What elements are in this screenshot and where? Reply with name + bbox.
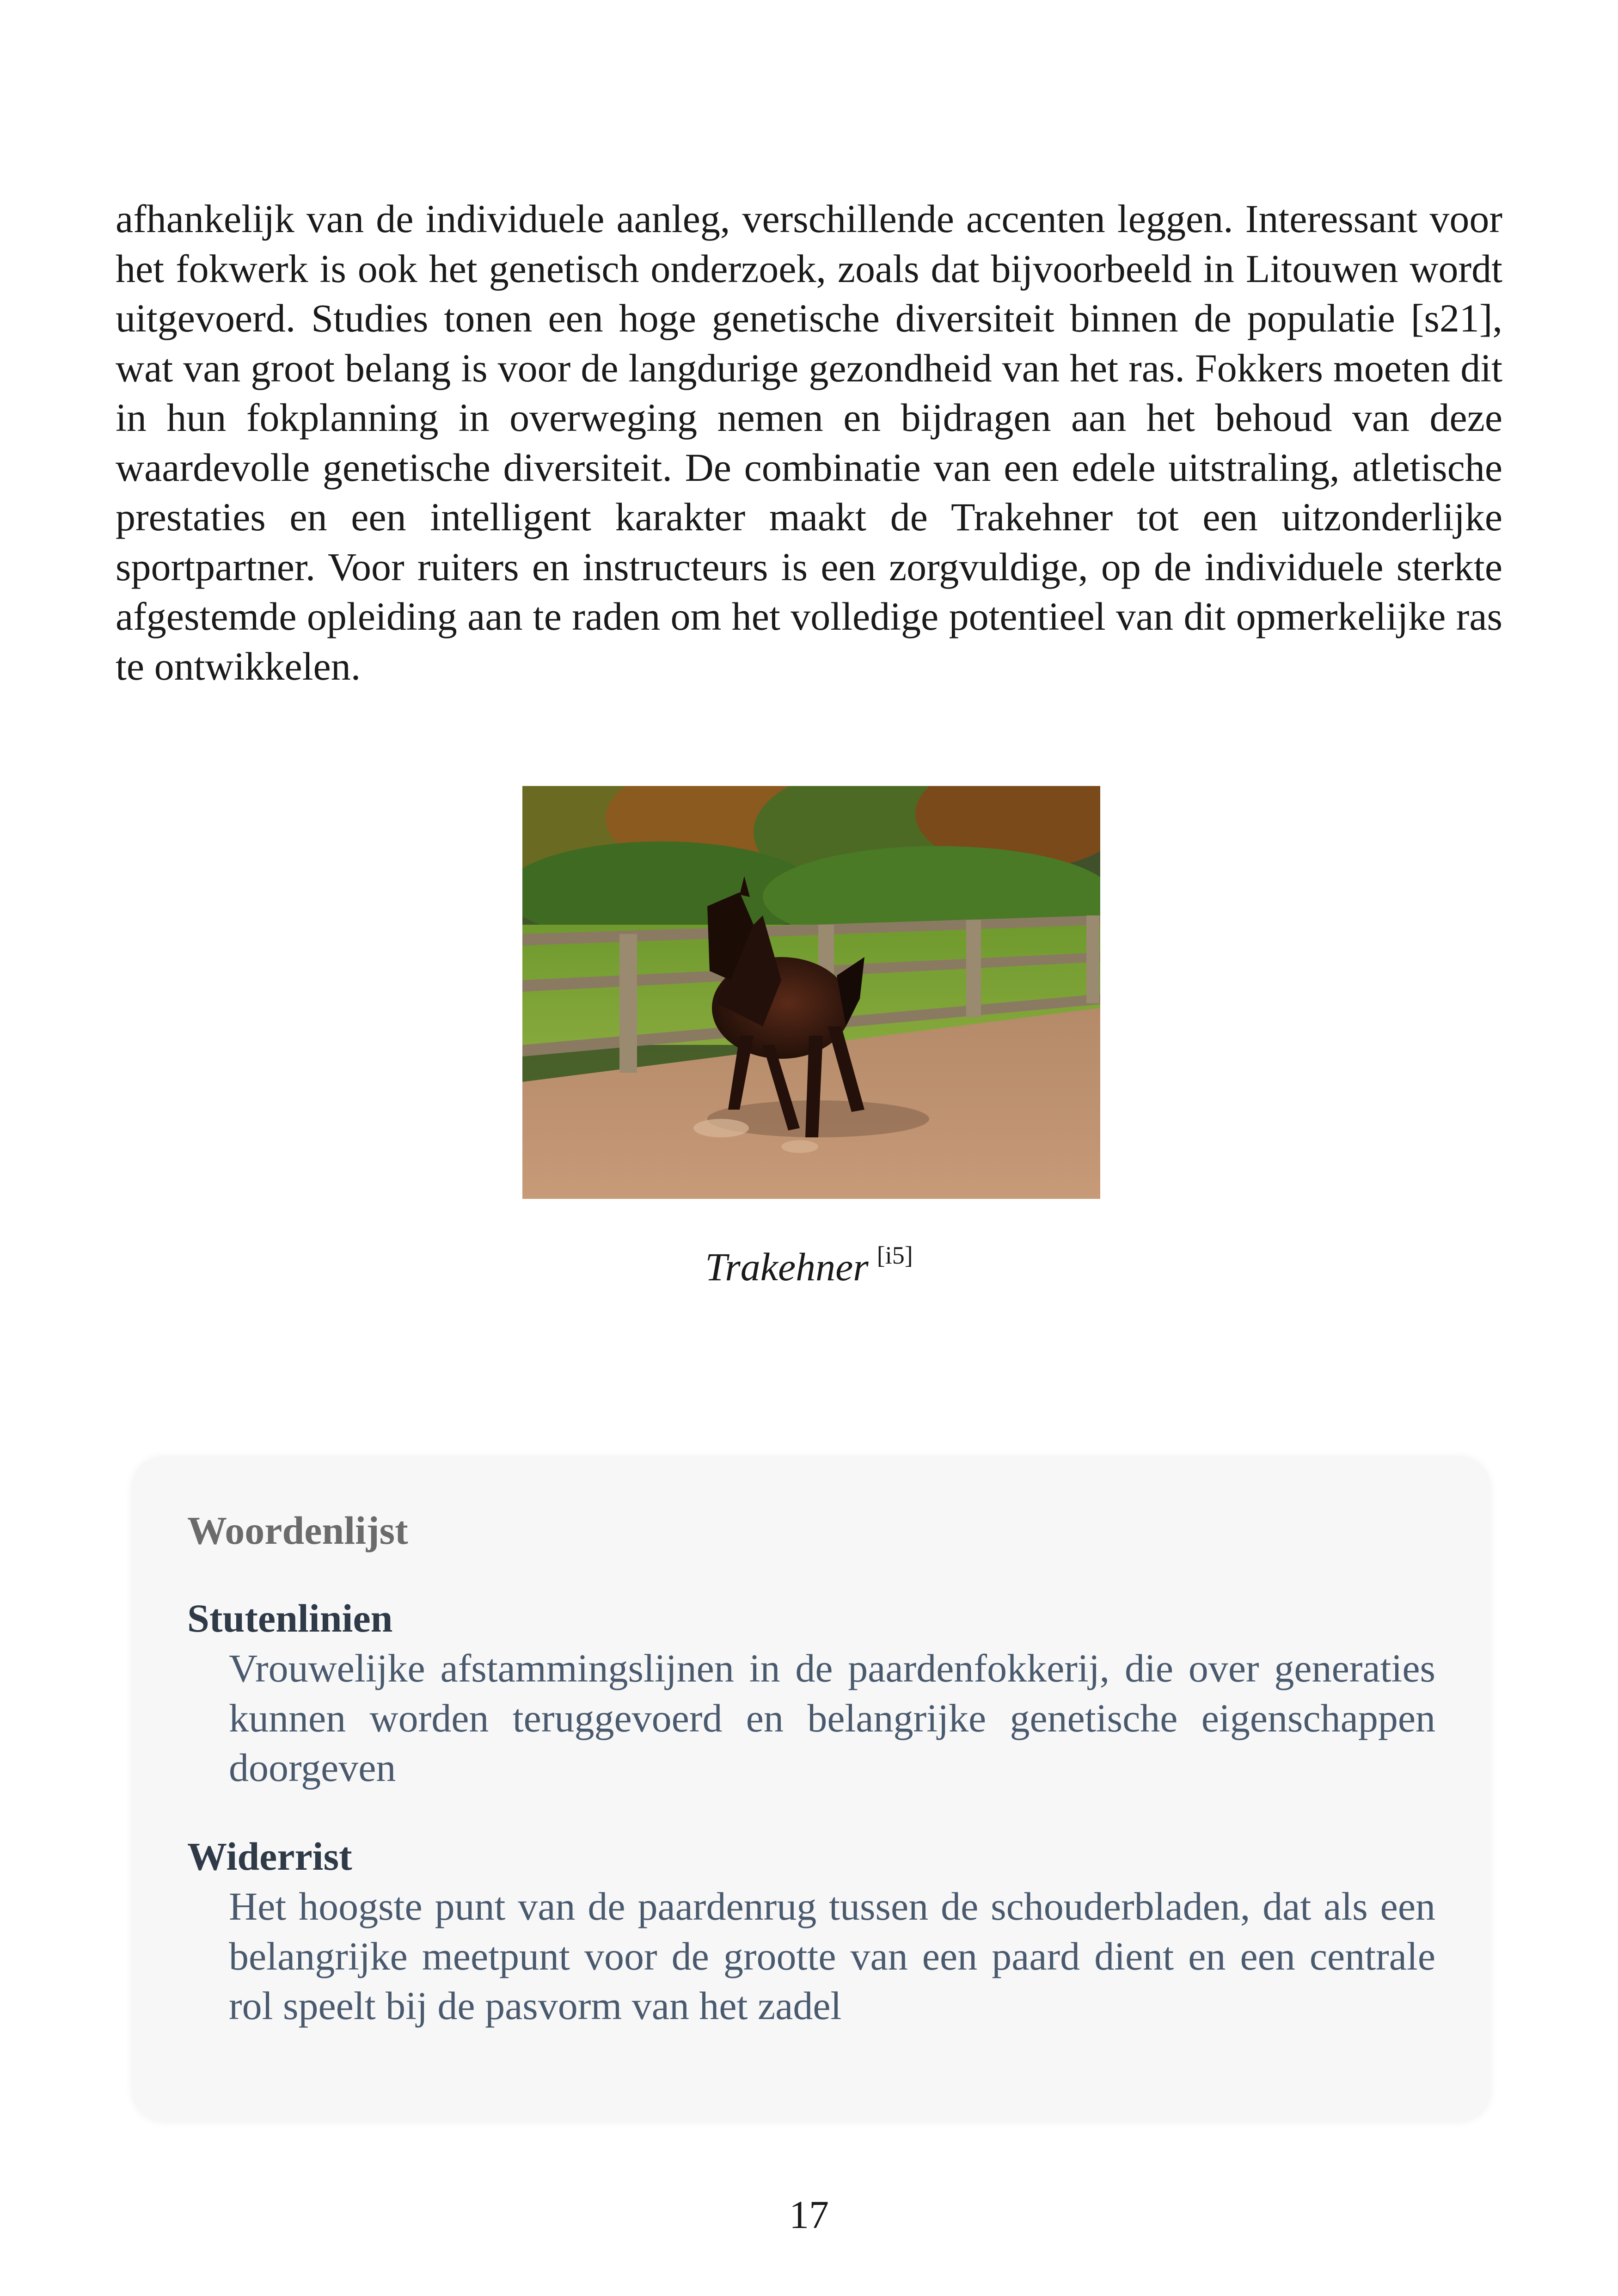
horse-photo [522, 786, 1100, 1199]
caption-title: Trakehner [705, 1245, 869, 1289]
horse-photo-icon [522, 786, 1100, 1199]
glossary-term: Widerrist [187, 1834, 352, 1879]
body-paragraph: afhankelijk van de individuele aanleg, verschillende accenten leggen. Interessant voor het fokwerk is ook het genetisch onderzoek, zoals dat bijvoorbeeld in Litouwen wordt uitgevoerd. Studies tonen een hoge genetische diversiteit binnen de populatie [s21], wat van groot belang is voor de langdurige gezondheid van het ras. Fokkers moeten dit in hun fokplanning in overweging nemen en bijdragen aan het behoud van deze waardevolle genetische diversiteit. De combinatie van een edele uitstraling, atletische prestaties en een intelligent karakter maakt de Trakehner tot een uitzonderlijke sportpartner. Voor ruiters en instructeurs is een zorgvuldige, op de individuele sterkte afgestemde opleiding aan te raden om het volledige potentieel van dit opmerkelijke ras te ontwikkelen. [116, 196, 1502, 688]
glossary-title: Woordenlijst [187, 1508, 408, 1553]
figure-caption [0, 1230, 1618, 1292]
glossary-term: Stutenlinien [187, 1596, 393, 1640]
caption-reference: [i5] [876, 1241, 913, 1269]
glossary-box [132, 1456, 1491, 2122]
glossary-definition: Het hoogste punt van de paardenrug tussen de schouderbladen, dat als een belangrijke meetpunt voor de grootte van een paard dient en een centrale rol speelt bij de pasvorm van het zadel [229, 1884, 1435, 2028]
glossary-definition: Vrouwelijke afstammingslijnen in de paardenfokkerij, die over generaties kunnen worden teruggevoerd en belangrijke genetische eigenschappen doorgeven [229, 1646, 1435, 1790]
page-number: 17 [789, 2192, 829, 2237]
